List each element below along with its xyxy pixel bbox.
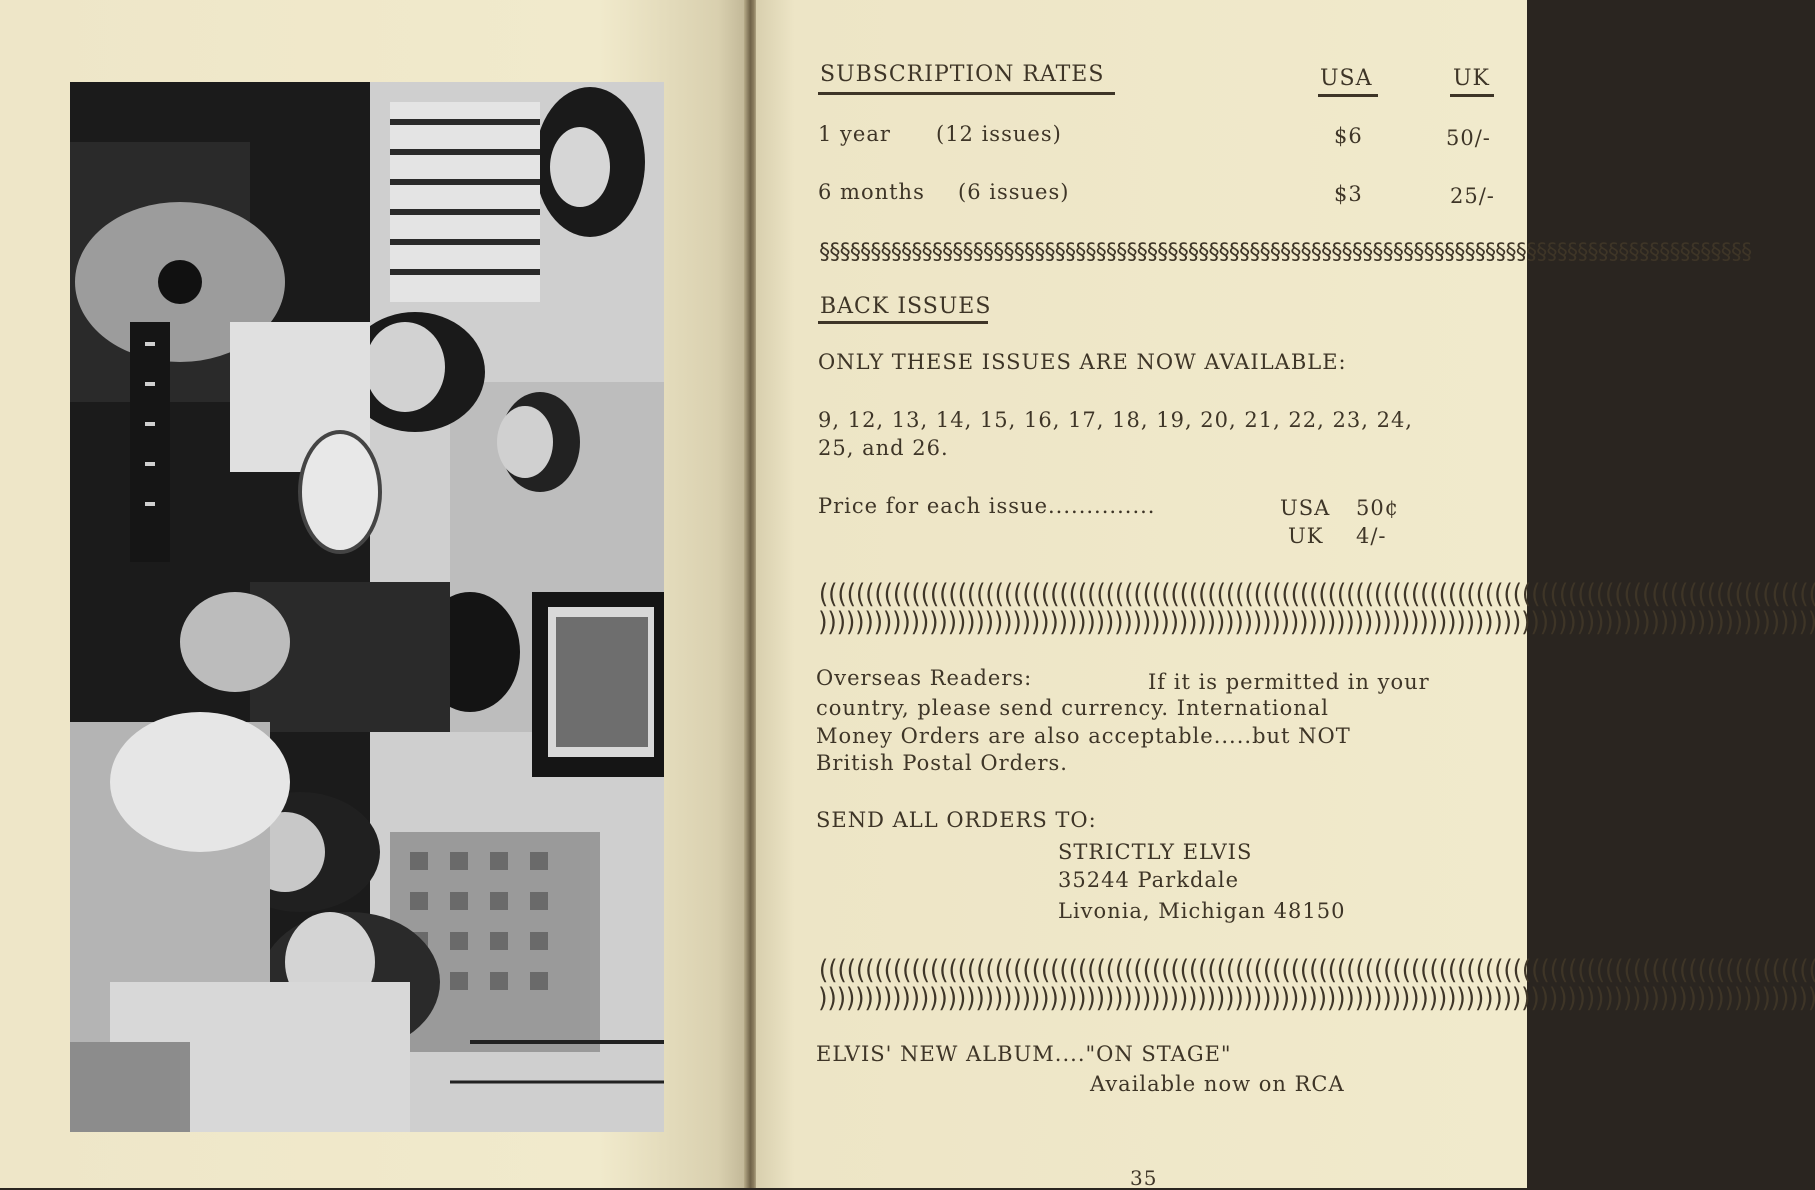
- decorative-paren-divider: ((((((((((((((((((((((((((((((((((((((((((((((((((((((((((((((((((((((((((((((((((((((((((((((((((((((((((((: [816, 578, 1815, 610]
- orders-street: 35244 Parkdale: [1058, 868, 1240, 892]
- overseas-line3: Money Orders are also acceptable.....but NOT: [816, 724, 1351, 748]
- subscription-heading: SUBSCRIPTION RATES: [820, 62, 1105, 87]
- decorative-paren-divider: )))))))))))))))))))))))))))))))))))))))))))))))))))))))))))))))))))))))))))))))))))))))))))))))))))))))))))): [816, 982, 1815, 1014]
- rate-row-issues: (12 issues): [936, 122, 1062, 146]
- orders-heading: SEND ALL ORDERS TO:: [816, 808, 1097, 832]
- back-issues-underline: [818, 321, 988, 324]
- group-photograph: [70, 82, 664, 1132]
- col-uk-header: UK: [1453, 66, 1490, 91]
- decorative-paren-divider: ((((((((((((((((((((((((((((((((((((((((((((((((((((((((((((((((((((((((((((((((((((((((((((((((((((((((((((: [816, 954, 1815, 986]
- rate-row-usa: $3: [1334, 182, 1363, 206]
- decorative-wave-divider: §§§§§§§§§§§§§§§§§§§§§§§§§§§§§§§§§§§§§§§§§§§§§§§§§§§§§§§§§§§§§§§§§§§§§§§§§§§§§§§§§§§§§§§§§§§: [818, 240, 1751, 265]
- price-usa: 50¢: [1356, 496, 1400, 520]
- orders-name: STRICTLY ELVIS: [1058, 840, 1253, 864]
- overseas-line4: British Postal Orders.: [816, 751, 1068, 775]
- col-usa-underline: [1318, 94, 1378, 97]
- rate-row-uk: 25/-: [1450, 184, 1495, 208]
- decorative-paren-divider: )))))))))))))))))))))))))))))))))))))))))))))))))))))))))))))))))))))))))))))))))))))))))))))))))))))))))))): [816, 606, 1815, 638]
- issue-list-line2: 25, and 26.: [818, 436, 949, 460]
- price-uk-label: UK: [1288, 524, 1324, 548]
- orders-city: Livonia, Michigan 48150: [1058, 899, 1346, 923]
- col-usa-header: USA: [1320, 66, 1373, 91]
- available-line: ONLY THESE ISSUES ARE NOW AVAILABLE:: [818, 350, 1347, 374]
- page-number: 35: [1130, 1166, 1158, 1190]
- album-line1: ELVIS' NEW ALBUM...."ON STAGE": [816, 1042, 1232, 1066]
- rate-row-usa: $6: [1334, 124, 1363, 148]
- price-usa-label: USA: [1280, 496, 1331, 520]
- issue-list-line1: 9, 12, 13, 14, 15, 16, 17, 18, 19, 20, 21, 22, 23, 24,: [818, 408, 1413, 432]
- album-line2: Available now on RCA: [1090, 1072, 1345, 1096]
- overseas-line2: country, please send currency. International: [816, 696, 1330, 720]
- rate-row-issues: (6 issues): [958, 180, 1070, 204]
- price-label: Price for each issue..............: [818, 494, 1156, 518]
- rate-row-uk: 50/-: [1446, 126, 1491, 150]
- col-uk-underline: [1450, 94, 1494, 97]
- price-uk: 4/-: [1356, 524, 1387, 548]
- back-issues-heading: BACK ISSUES: [820, 294, 992, 319]
- rate-row-term: 6 months: [818, 180, 925, 204]
- overseas-label: Overseas Readers:: [816, 666, 1033, 690]
- overseas-line1: If it is permitted in your: [1148, 670, 1430, 694]
- rate-row-term: 1 year: [818, 122, 891, 146]
- subscription-heading-underline: [818, 92, 1115, 95]
- left-page: [0, 0, 748, 1188]
